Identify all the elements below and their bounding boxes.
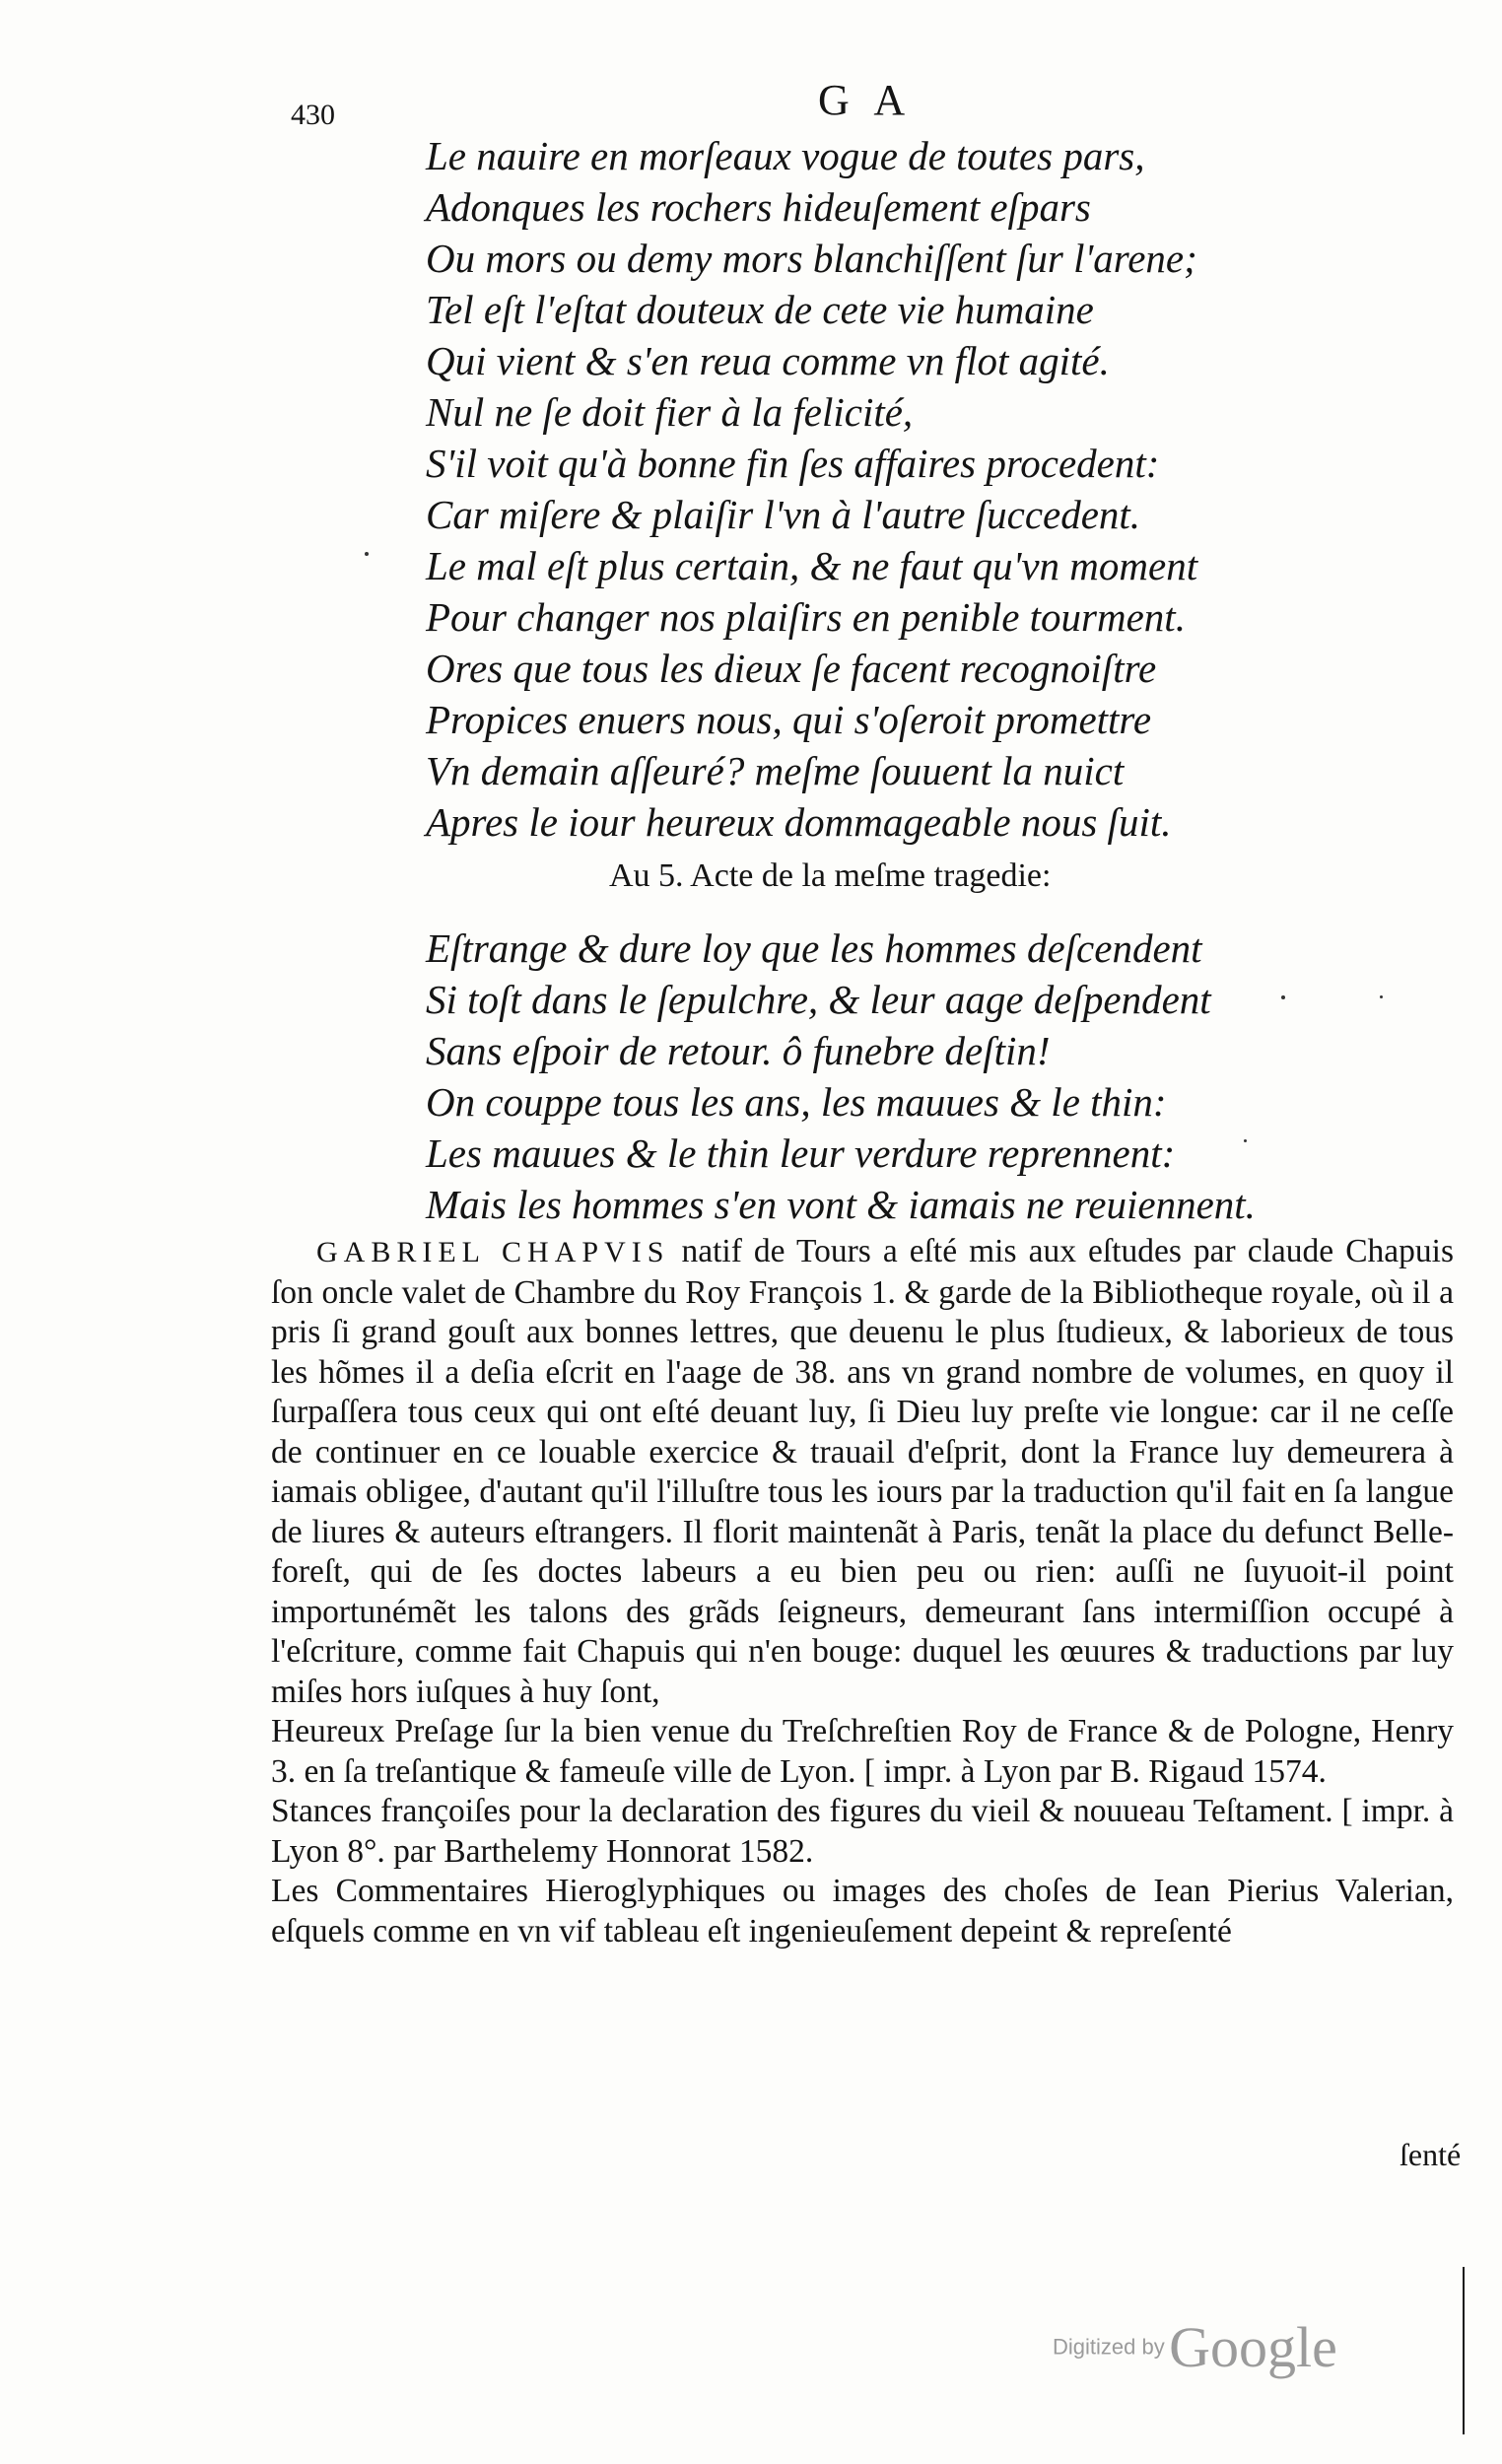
verse-line: Propices enuers nous, qui s'oſeroit promettre: [426, 697, 1152, 742]
ink-speck: [365, 552, 369, 556]
prose-block: [271, 1232, 1454, 1951]
verse-line: Qui vient & s'en reua comme vn flot agité.: [426, 338, 1110, 383]
verse-line: Vn demain aſſeuré? meſme ſouuent la nuict: [426, 748, 1125, 793]
ink-speck: [1244, 1139, 1247, 1142]
page-number: 430: [291, 99, 335, 131]
verse-line: Tel eſt l'eſtat douteux de cete vie humaine: [426, 287, 1094, 332]
ink-speck: [1380, 995, 1383, 998]
watermark-prefix: Digitized by: [1053, 2334, 1165, 2360]
verse-line: Sans eſpoir de retour. ô funebre deſtin!: [426, 1028, 1051, 1073]
page-edge-line: [1463, 2267, 1465, 2434]
google-logo: Google: [1169, 2315, 1337, 2379]
verse-line: Adonques les rochers hideuſement eſpars: [426, 184, 1091, 230]
ink-speck: [1281, 995, 1285, 999]
verse-line: Pour changer nos plaiſirs en penible tourment.: [426, 594, 1186, 640]
work-entry: Les Commentaires Hieroglyphiques ou images des choſes de Iean Pierius Valerian, eſquels comme en vn vif tableau eſt ingenieuſement depeint & repreſenté: [271, 1873, 1454, 1950]
running-head: G A: [818, 76, 914, 124]
verse-line: Eſtrange & dure loy que les hommes deſcendent: [426, 925, 1202, 971]
catchword: ſenté: [1400, 2137, 1462, 2172]
verse-line: Le mal eſt plus certain, & ne faut qu'vn moment: [426, 543, 1198, 588]
verse-line: Si toſt dans le ſepulchre, & leur aage deſpendent: [426, 977, 1211, 1022]
entry-name: GABRIEL CHAPVIS: [316, 1236, 670, 1268]
work-entry: Heureux Preſage ſur la bien venue du Treſchreſtien Roy de France & de Pologne, Henry 3. en ſa treſantique & fameuſe ville de Lyon. [ impr. à Lyon par B. Rigaud 1574.: [271, 1713, 1454, 1790]
verse-line: Le nauire en morſeaux vogue de toutes pars,: [426, 133, 1145, 178]
verse-line: Mais les hommes s'en vont & iamais ne reuiennent.: [426, 1182, 1256, 1227]
digitized-watermark: [1053, 2314, 1337, 2380]
verse-line: Car miſere & plaiſir l'vn à l'autre ſuccedent.: [426, 492, 1141, 537]
work-entry: Stances françoiſes pour la declaration des figures du vieil & nouueau Teſtament. [ impr. à Lyon 8°. par Barthelemy Honnorat 1582.: [271, 1793, 1454, 1870]
verse-line: Ou mors ou demy mors blanchiſſent ſur l'arene;: [426, 236, 1197, 281]
verse-line: Nul ne ſe doit fier à la felicité,: [426, 389, 914, 435]
verse-line: Les mauues & le thin leur verdure reprennent:: [426, 1130, 1176, 1176]
verse-line: Ores que tous les dieux ſe facent recognoiſtre: [426, 646, 1157, 691]
entry-body: natif de Tours a eſté mis aux eſtudes par claude Chapuis ſon oncle valet de Chambre du Roy François 1. & garde de la Bibliotheque royale, où il a pris ſi grand gouſt aux bonnes lettres, que deuenu le plus ſtudieux, & laborieux de tous les hõmes il a deſia eſcrit en l'aage de 38. ans vn grand nombre de volumes, en quoy il ſurpaſſera tous ceux qui ont eſté deuant luy, ſi Dieu luy preſte vie longue: car il ne ceſſe de continuer en ce louable exercice & trauail d'eſprit, dont la France luy demeurera à iamais obligee, d'autant qu'il l'illuſtre tous les iours par la traduction qu'il fait en ſa langue de liures & auteurs eſtrangers. Il florit maintenãt à Paris, tenãt la place du defunct Belle-foreſt, qui de ſes doctes labeurs a eu bien peu ou rien: auſſi ne ſuyuoit-il point importunémẽt les talons des grãds ſeigneurs, demeurant ſans intermiſſion occupé à l'eſcriture, comme fait Chapuis qui n'en bouge: duquel les œuures & traductions par luy miſes hors iuſques à huy ſont,: [271, 1233, 1454, 1710]
verse-block-1: [426, 130, 1313, 848]
entry-paragraph: [271, 1232, 1454, 1712]
verse-line: S'il voit qu'à bonne fin ſes affaires procedent:: [426, 441, 1160, 486]
verse-line: Apres le iour heureux dommageable nous ſuit.: [426, 799, 1172, 845]
verse-block-2: [426, 923, 1313, 1230]
section-heading: Au 5. Acte de la meſme tragedie:: [609, 857, 1052, 894]
verse-line: On couppe tous les ans, les mauues & le thin:: [426, 1079, 1167, 1125]
